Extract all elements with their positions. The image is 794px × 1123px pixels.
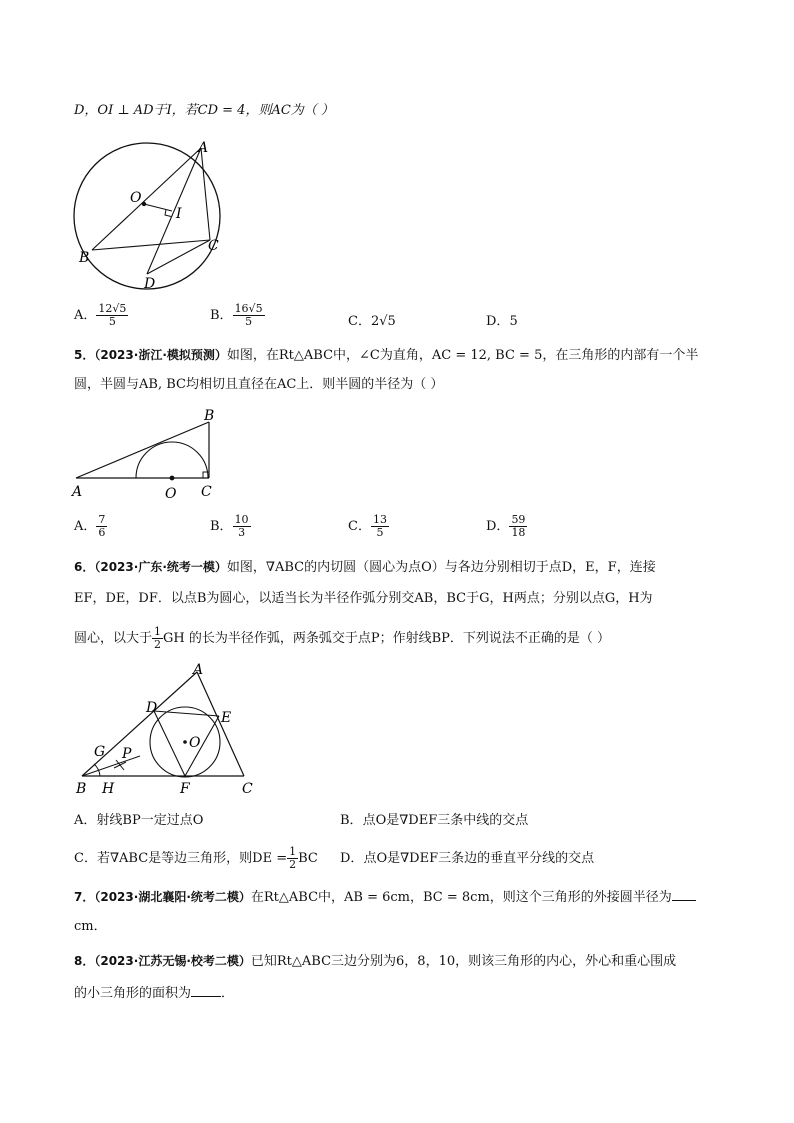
q5-stem-line2: 圆，半圆与AB, BC均相切且直径在AC上．则半圆的半径为（ ） bbox=[74, 377, 444, 392]
q6-label-C: C bbox=[242, 781, 253, 797]
q6-label-G: G bbox=[94, 744, 106, 760]
q6-label-F: F bbox=[180, 781, 190, 797]
q4-label-O: O bbox=[130, 190, 142, 206]
q4-option-b[interactable]: B． $\frac{16√5}{5}$ bbox=[210, 302, 263, 328]
q4-stem-tail: D，OI ⊥ AD于I，若CD = 4，则AC为（ ） bbox=[74, 103, 334, 118]
q5-label-O: O bbox=[165, 486, 177, 502]
q4-circle bbox=[74, 143, 220, 289]
q5-label-B: B bbox=[204, 408, 215, 424]
q5-option-a[interactable]: A． $\frac{7}{6}$ bbox=[74, 513, 106, 539]
q4-label-A: A bbox=[198, 140, 209, 156]
q6-label-E: E bbox=[221, 710, 232, 726]
q8-stem-line1: 8．（2023·江苏无锡·校考二模）已知Rt△ABC三边分别为6，8，10，则该三角形的内心，外心和重心围成 bbox=[74, 954, 677, 969]
q6-option-d[interactable]: D．点O是∇DEF三条边的垂直平分线的交点 bbox=[340, 851, 595, 866]
q6-stem-line3: 圆心，以大于 $\frac{1}{2}$ GH 的长为半径作弧，两条弧交于点P；作射线BP．下列说法不正确的是（ ） bbox=[74, 625, 611, 651]
q7-stem-line2: cm． bbox=[74, 919, 107, 934]
q8-answer-blank[interactable] bbox=[191, 984, 221, 997]
q6-label-A: A bbox=[193, 662, 204, 678]
q6-figure bbox=[70, 660, 270, 800]
q4-label-D: D bbox=[144, 276, 156, 292]
q4-label-C: C bbox=[208, 238, 219, 254]
q6-label-D: D bbox=[146, 700, 158, 716]
q6-stem-line1: 6．（2023·广东·统考一模）如图，∇ABC的内切圆（圆心为点O）与各边分别相切于点D，E，F，连接 bbox=[74, 560, 656, 575]
q6-option-a[interactable]: A．射线BP一定过点O bbox=[74, 813, 204, 828]
q4-option-a[interactable]: A． $\frac{12√5}{5}$ bbox=[74, 302, 127, 328]
q6-label-H: H bbox=[102, 781, 115, 797]
q6-stem-line2: EF，DE，DF．以点B为圆心，以适当长为半径作弧分别交AB，BC于G，H两点；分别以点G，H为 bbox=[74, 591, 653, 606]
q7-stem-line1: 7．（2023·湖北襄阳·统考二模）在Rt△ABC中，AB = 6cm，BC = 8cm，则这个三角形的外接圆半径为 bbox=[74, 888, 696, 907]
q5-figure bbox=[64, 404, 234, 504]
q6-option-b[interactable]: B．点O是∇DEF三条中线的交点 bbox=[340, 813, 529, 828]
q5-stem-line1: 5．（2023·浙江·模拟预测）如图，在Rt△ABC中，∠C为直角，AC = 12, BC = 5，在三角形的内部有一个半 bbox=[74, 348, 699, 363]
q7-answer-blank[interactable] bbox=[672, 888, 696, 901]
q8-stem-line2: 的小三角形的面积为 ． bbox=[74, 986, 235, 1001]
q4-label-I: I bbox=[176, 206, 182, 222]
q5-label-A: A bbox=[72, 484, 83, 500]
q6-label-O: O bbox=[189, 735, 201, 751]
q6-option-c[interactable]: C．若∇ABC是等边三角形，则DE = $\frac{1}{2}$ BC bbox=[74, 845, 318, 871]
q4-option-d[interactable]: D．5 bbox=[486, 314, 518, 329]
q5-option-b[interactable]: B． $\frac{10}{3}$ bbox=[210, 513, 249, 539]
q6-label-B: B bbox=[76, 781, 87, 797]
q5-label-C: C bbox=[201, 484, 212, 500]
q4-option-c[interactable]: C．2√5 bbox=[348, 314, 396, 329]
q6-label-P: P bbox=[122, 746, 132, 762]
q5-option-d[interactable]: D． $\frac{59}{18}$ bbox=[486, 513, 526, 539]
q5-option-c[interactable]: C． $\frac{13}{5}$ bbox=[348, 513, 387, 539]
q4-figure bbox=[64, 136, 244, 296]
q4-label-B: B bbox=[79, 250, 90, 266]
